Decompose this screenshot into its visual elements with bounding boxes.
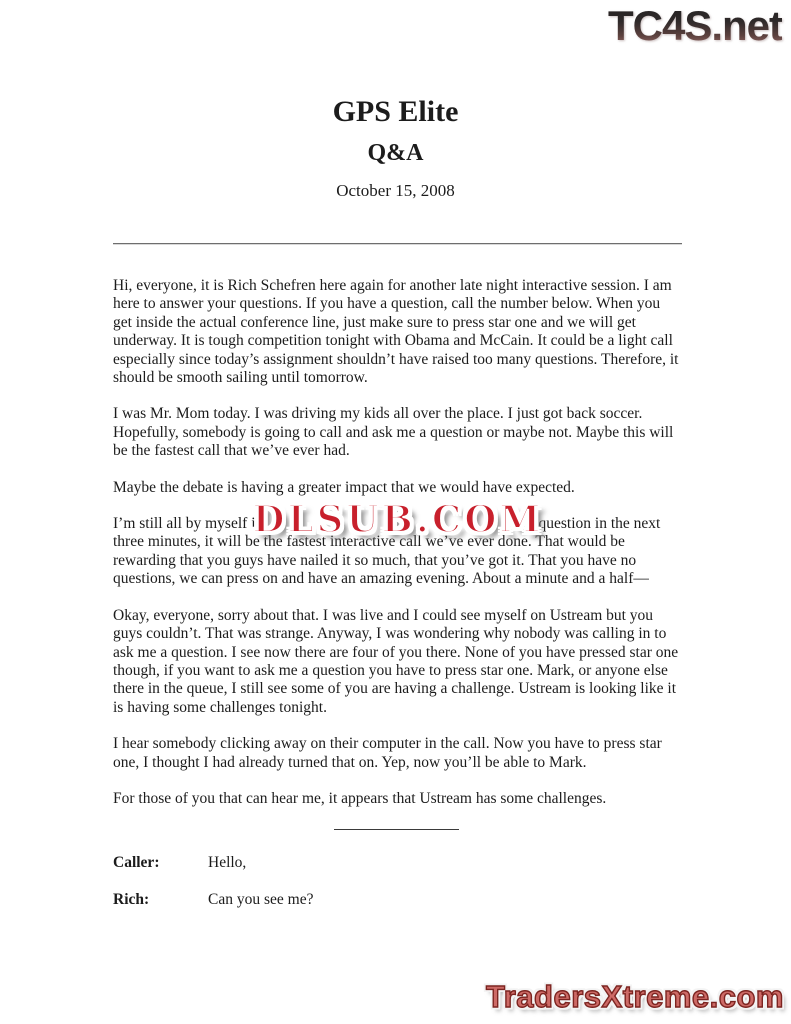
dialog-text: Hello, [208, 854, 247, 872]
transcript-body [113, 277, 679, 910]
dialog-row [113, 854, 679, 872]
dialog-row [113, 891, 679, 909]
paragraph: I was Mr. Mom today. I was driving my kids all over the place. I just got back soccer. Hopefully, somebody is going to call and ask me a question or maybe not. Maybe this will be the fastest call that we’ve ever had. [113, 405, 674, 460]
section-divider-line [334, 829, 459, 830]
document-title: GPS Elite [332, 95, 459, 128]
paragraph-text-after-watermark: question in the next three minutes, it will be the fastest interactive call we’ve ever done. That would be rewarding that you guys have nailed it so much, that you’ve got it. That you have no questions, we can press on and have an amazing evening. About a minute and a half— [113, 515, 661, 588]
paragraph-with-watermark [113, 497, 679, 589]
paragraph: Okay, everyone, sorry about that. I was live and I could see myself on Ustream but you guys couldn’t. That was strange. Anyway, I was wondering why nobody was calling in to ask me a question. I see now there are four of you there. None of you have pressed star one though, if you want to ask me a question you have to press star one. Mark, or anyone else there in the queue, I still see some of you are having a challenge. Ustream is looking like it is having some challenges tonight. [113, 606, 679, 716]
dialog-section [113, 854, 679, 909]
paragraph-text-before-watermark: I’m still all by myself i [113, 515, 256, 533]
document-date: October 15, 2008 [336, 181, 455, 200]
dialog-speaker-rich: Rich: [113, 891, 150, 909]
dlsub-watermark: DLSUB.COM [252, 497, 544, 542]
document-subtitle: Q&A [367, 140, 424, 166]
paragraph: Hi, everyone, it is Rich Schefren here again for another late night interactive session. I am here to answer your questions. If you have a question, call the number below. When you get inside the actual conference line, just make sure to press star one and we will get underway. It is tough competition tonight with Obama and McCain. It could be a light call especially since today’s assignment shouldn’t have raised too many questions. Therefore, it should be smooth sailing until tomorrow. [113, 277, 679, 387]
dialog-speaker-caller: Caller: [113, 854, 160, 872]
paragraph: Maybe the debate is having a greater impact that we would have expected. [113, 478, 575, 496]
watermark-anchor [252, 497, 544, 542]
dialog-text: Can you see me? [208, 891, 314, 909]
horizontal-rule [113, 243, 682, 245]
tradersxtreme-site-logo: TradersXtreme.com [486, 979, 784, 1014]
paragraph: For those of you that can hear me, it appears that Ustream has some challenges. [113, 789, 607, 807]
paragraph: I hear somebody clicking away on their computer in the call. Now you have to press star one, I thought I had already turned that on. Yep, now you’ll be able to Mark. [113, 735, 662, 771]
tc4s-site-logo: TC4S.net [607, 2, 782, 49]
